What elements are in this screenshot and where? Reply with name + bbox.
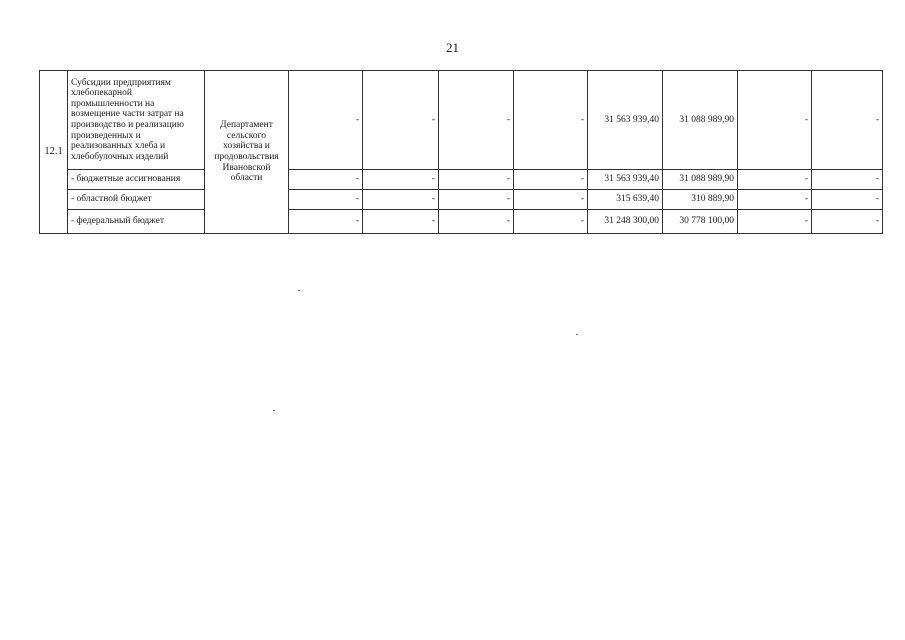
table-cell: - bbox=[363, 170, 439, 190]
table-cell: 315 639,40 bbox=[588, 190, 663, 210]
table-cell: - bbox=[439, 71, 514, 170]
table-cell: - bbox=[289, 190, 363, 210]
table-cell: 31 088 989,90 bbox=[663, 71, 738, 170]
budget-table bbox=[39, 70, 883, 234]
table-cell: - bbox=[812, 71, 883, 170]
table-cell: - bbox=[738, 170, 812, 190]
row-label: - федеральный бюджет bbox=[68, 210, 205, 234]
scan-speck bbox=[273, 410, 275, 411]
table-row bbox=[40, 190, 883, 210]
table-cell: 310 889,90 bbox=[663, 190, 738, 210]
page-number: 21 bbox=[446, 40, 459, 55]
table-cell: - bbox=[363, 190, 439, 210]
table-cell: - bbox=[738, 71, 812, 170]
table-cell: - bbox=[289, 170, 363, 190]
department-cell: Департамент сельского хозяйства и продовольствия Ивановской области bbox=[205, 71, 289, 234]
table-cell: - bbox=[439, 210, 514, 234]
table-cell: - bbox=[439, 190, 514, 210]
table-row bbox=[40, 170, 883, 190]
table-cell: - bbox=[289, 210, 363, 234]
table-cell: - bbox=[514, 71, 588, 170]
table-cell: - bbox=[289, 71, 363, 170]
row-title: Субсидии предприятиям хлебопекарной промышленности на возмещение части затрат на производство и реализацию произведенных и реализованных хлеба и хлебобулочных изделий bbox=[68, 71, 205, 170]
table-cell: - bbox=[738, 210, 812, 234]
table-cell: - bbox=[514, 210, 588, 234]
table-row-main bbox=[40, 71, 883, 170]
table-cell: - bbox=[363, 71, 439, 170]
table-cell: - bbox=[812, 170, 883, 190]
row-label: - областной бюджет bbox=[68, 190, 205, 210]
table-cell: 31 563 939,40 bbox=[588, 71, 663, 170]
table-cell: - bbox=[514, 170, 588, 190]
table-cell: 31 088 989,90 bbox=[663, 170, 738, 190]
table-cell: 31 248 300,00 bbox=[588, 210, 663, 234]
scan-speck bbox=[576, 334, 578, 335]
row-label: - бюджетные ассигнования bbox=[68, 170, 205, 190]
row-code: 12.1 bbox=[40, 71, 68, 234]
scan-speck bbox=[298, 290, 300, 291]
table-cell: - bbox=[514, 190, 588, 210]
table-cell: 31 563 939,40 bbox=[588, 170, 663, 190]
table-cell: - bbox=[812, 190, 883, 210]
table-cell: - bbox=[363, 210, 439, 234]
table-cell: - bbox=[439, 170, 514, 190]
table-cell: 30 778 100,00 bbox=[663, 210, 738, 234]
table-cell: - bbox=[812, 210, 883, 234]
table-cell: - bbox=[738, 190, 812, 210]
table-row bbox=[40, 210, 883, 234]
